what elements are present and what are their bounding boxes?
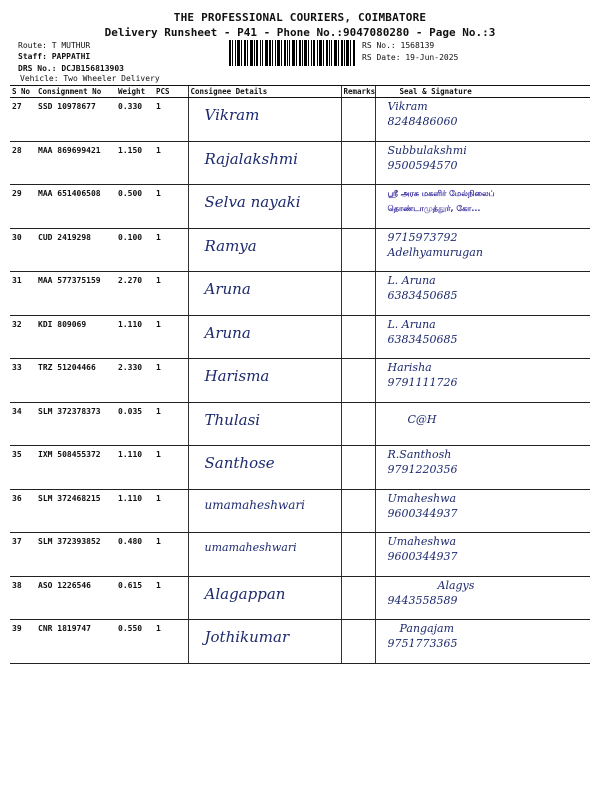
row-remarks (341, 141, 375, 185)
row-consignment-no: ASO 1226546 (36, 576, 116, 620)
row-consignee-cell (188, 620, 341, 664)
signature-line-2: 9791220356 (387, 463, 458, 476)
row-pcs: 1 (154, 446, 188, 490)
signature-line-2: 9500594570 (387, 158, 458, 172)
row-consignee-cell (188, 402, 341, 446)
table-row (10, 359, 590, 403)
row-pcs: 1 (154, 620, 188, 664)
table-row (10, 489, 590, 533)
row-remarks (341, 228, 375, 272)
row-sno: 37 (10, 533, 36, 577)
row-consignment-no: KDI 809069 (36, 315, 116, 359)
table-row (10, 272, 590, 316)
row-pcs: 1 (154, 98, 188, 142)
table-row (10, 185, 590, 229)
row-weight: 2.270 (116, 272, 154, 316)
table-row (10, 98, 590, 142)
row-remarks (341, 489, 375, 533)
table-header-row (10, 86, 590, 98)
signature-line-1: Umaheshwa (387, 535, 457, 548)
signature-line-2: 9751773365 (387, 637, 458, 650)
row-weight: 1.110 (116, 446, 154, 490)
row-consignment-no: CNR 1819747 (36, 620, 116, 664)
row-signature-cell (375, 620, 590, 664)
row-remarks (341, 359, 375, 403)
signature-line-1: L. Aruna (387, 317, 436, 331)
vehicle-text: Vehicle: Two Wheeler Delivery (20, 74, 160, 83)
table-row (10, 576, 590, 620)
row-signature-cell (375, 359, 590, 403)
row-signature-cell (375, 402, 590, 446)
row-sno: 35 (10, 446, 36, 490)
row-remarks (341, 272, 375, 316)
signature-line-1: Pangajam (399, 622, 455, 635)
row-weight: 0.615 (116, 576, 154, 620)
row-weight: 1.150 (116, 141, 154, 185)
company-title: THE PROFESSIONAL COURIERS, COIMBATORE (173, 11, 427, 24)
consignee-handwriting: Santhose (204, 454, 275, 472)
row-pcs: 1 (154, 533, 188, 577)
row-signature-cell (375, 533, 590, 577)
table-row (10, 533, 590, 577)
signature-line-1: 9715973792 (387, 230, 458, 244)
row-signature-cell (375, 98, 590, 142)
row-consignment-no: SLM 372378373 (36, 402, 116, 446)
row-consignment-no: IXM 508455372 (36, 446, 116, 490)
signature-line-1: L. Aruna (387, 274, 436, 287)
row-consignment-no: SLM 372393852 (36, 533, 116, 577)
consignee-handwriting: Aruna (204, 323, 251, 342)
row-sno: 27 (10, 98, 36, 142)
consignee-handwriting: Jothikumar (204, 628, 290, 646)
row-consignee-cell (188, 533, 341, 577)
row-sno: 31 (10, 272, 36, 316)
row-consignee-cell (188, 228, 341, 272)
row-signature-cell (375, 228, 590, 272)
rs-number: RS No.: 1568139 (362, 41, 435, 50)
row-sno: 39 (10, 620, 36, 664)
signature-line-2: 6383450685 (387, 289, 458, 302)
signature-line-2: 9443558589 (387, 593, 458, 607)
barcode (229, 40, 355, 66)
table-row (10, 402, 590, 446)
runsheet-table (10, 85, 590, 664)
row-remarks (341, 402, 375, 446)
row-pcs: 1 (154, 272, 188, 316)
row-remarks (341, 98, 375, 142)
school-stamp-line-2: தொண்டாமுத்தூர், கோ... (387, 204, 481, 213)
consignee-handwriting: Rajalakshmi (204, 149, 298, 168)
signature-line-2: Adelhyamurugan (387, 245, 483, 259)
signature-line-1: Subbulakshmi (387, 143, 467, 157)
consignee-handwriting: Vikram (204, 106, 260, 124)
row-remarks (341, 446, 375, 490)
table-row (10, 315, 590, 359)
row-pcs: 1 (154, 315, 188, 359)
signature-line-2: 9600344937 (387, 550, 458, 563)
row-consignment-no: SSD 10978677 (36, 98, 116, 142)
row-consignee-cell (188, 272, 341, 316)
row-consignment-no: SLM 372468215 (36, 489, 116, 533)
signature-line-1: C@H (407, 412, 437, 426)
row-sno: 36 (10, 489, 36, 533)
row-pcs: 1 (154, 228, 188, 272)
row-consignment-no: TRZ 51204466 (36, 359, 116, 403)
consignee-handwriting: Aruna (204, 280, 251, 298)
row-sno: 28 (10, 141, 36, 185)
rs-date: RS Date: 19-Jun-2025 (362, 53, 459, 62)
runsheet-subtitle: Delivery Runsheet - P41 - Phone No.:9047080280 - Page No.:3 (104, 26, 496, 39)
row-pcs: 1 (154, 359, 188, 403)
row-signature-cell (375, 446, 590, 490)
row-remarks (341, 185, 375, 229)
row-remarks (341, 315, 375, 359)
row-signature-cell (375, 141, 590, 185)
row-sno: 29 (10, 185, 36, 229)
signature-line-1: R.Santhosh (387, 448, 452, 461)
route-text: Route: T MUTHUR (18, 41, 91, 50)
signature-line-2: 9600344937 (387, 506, 458, 520)
row-weight: 0.035 (116, 402, 154, 446)
drs-number: DRS No.: DCJB156813903 (18, 64, 124, 73)
row-weight: 0.500 (116, 185, 154, 229)
row-sno: 30 (10, 228, 36, 272)
row-sno: 32 (10, 315, 36, 359)
consignee-handwriting: umamaheshwari (204, 541, 297, 554)
row-sno: 38 (10, 576, 36, 620)
consignee-handwriting: Ramya (204, 236, 257, 255)
consignee-handwriting: umamaheshwari (204, 497, 306, 512)
signature-line-2: 9791111726 (387, 376, 458, 389)
row-pcs: 1 (154, 402, 188, 446)
row-pcs: 1 (154, 185, 188, 229)
row-signature-cell (375, 185, 590, 229)
signature-line-1: Umaheshwa (387, 491, 457, 505)
col-header-weight: Weight (116, 86, 154, 98)
consignee-handwriting: Harisma (204, 367, 270, 385)
row-consignment-no: CUD 2419298 (36, 228, 116, 272)
consignee-handwriting: Thulasi (204, 410, 261, 429)
signature-line-2: 6383450685 (387, 332, 458, 346)
consignee-handwriting: Selva nayaki (204, 193, 301, 211)
row-consignee-cell (188, 489, 341, 533)
row-sno: 34 (10, 402, 36, 446)
row-consignment-no: MAA 651406508 (36, 185, 116, 229)
row-consignee-cell (188, 98, 341, 142)
row-consignee-cell (188, 359, 341, 403)
row-remarks (341, 576, 375, 620)
row-pcs: 1 (154, 489, 188, 533)
col-header-signature: Seal & Signature (375, 86, 590, 98)
row-consignment-no: MAA 869699421 (36, 141, 116, 185)
row-pcs: 1 (154, 141, 188, 185)
row-weight: 0.330 (116, 98, 154, 142)
row-signature-cell (375, 272, 590, 316)
col-header-consignment: Consignment No (36, 86, 116, 98)
row-remarks (341, 620, 375, 664)
table-row (10, 228, 590, 272)
row-consignment-no: MAA 577375159 (36, 272, 116, 316)
row-consignee-cell (188, 446, 341, 490)
table-row (10, 141, 590, 185)
table-row (10, 620, 590, 664)
row-signature-cell (375, 576, 590, 620)
row-weight: 0.100 (116, 228, 154, 272)
row-weight: 0.550 (116, 620, 154, 664)
row-signature-cell (375, 489, 590, 533)
row-weight: 1.110 (116, 315, 154, 359)
row-signature-cell (375, 315, 590, 359)
signature-line-1: Alagys (437, 578, 475, 592)
row-consignee-cell (188, 185, 341, 229)
col-header-consignee: Consignee Details (188, 86, 341, 98)
row-pcs: 1 (154, 576, 188, 620)
row-remarks (341, 533, 375, 577)
col-header-sno: S No (10, 86, 36, 98)
col-header-pcs: PCS (154, 86, 188, 98)
signature-line-1: Vikram (387, 100, 428, 113)
row-consignee-cell (188, 141, 341, 185)
row-sno: 33 (10, 359, 36, 403)
row-weight: 2.330 (116, 359, 154, 403)
row-weight: 1.110 (116, 489, 154, 533)
consignee-handwriting: Alagappan (204, 584, 286, 603)
row-consignee-cell (188, 576, 341, 620)
staff-text: Staff: PAPPATHI (18, 52, 91, 61)
col-header-remarks: Remarks (341, 86, 375, 98)
table-row (10, 446, 590, 490)
signature-line-2: 8248486060 (387, 115, 458, 128)
school-stamp-line-1: ஸ்ரீ அரசு மகளிர் மேல்நிலைப் (387, 189, 495, 198)
row-weight: 0.480 (116, 533, 154, 577)
row-consignee-cell (188, 315, 341, 359)
signature-line-1: Harisha (387, 361, 432, 374)
